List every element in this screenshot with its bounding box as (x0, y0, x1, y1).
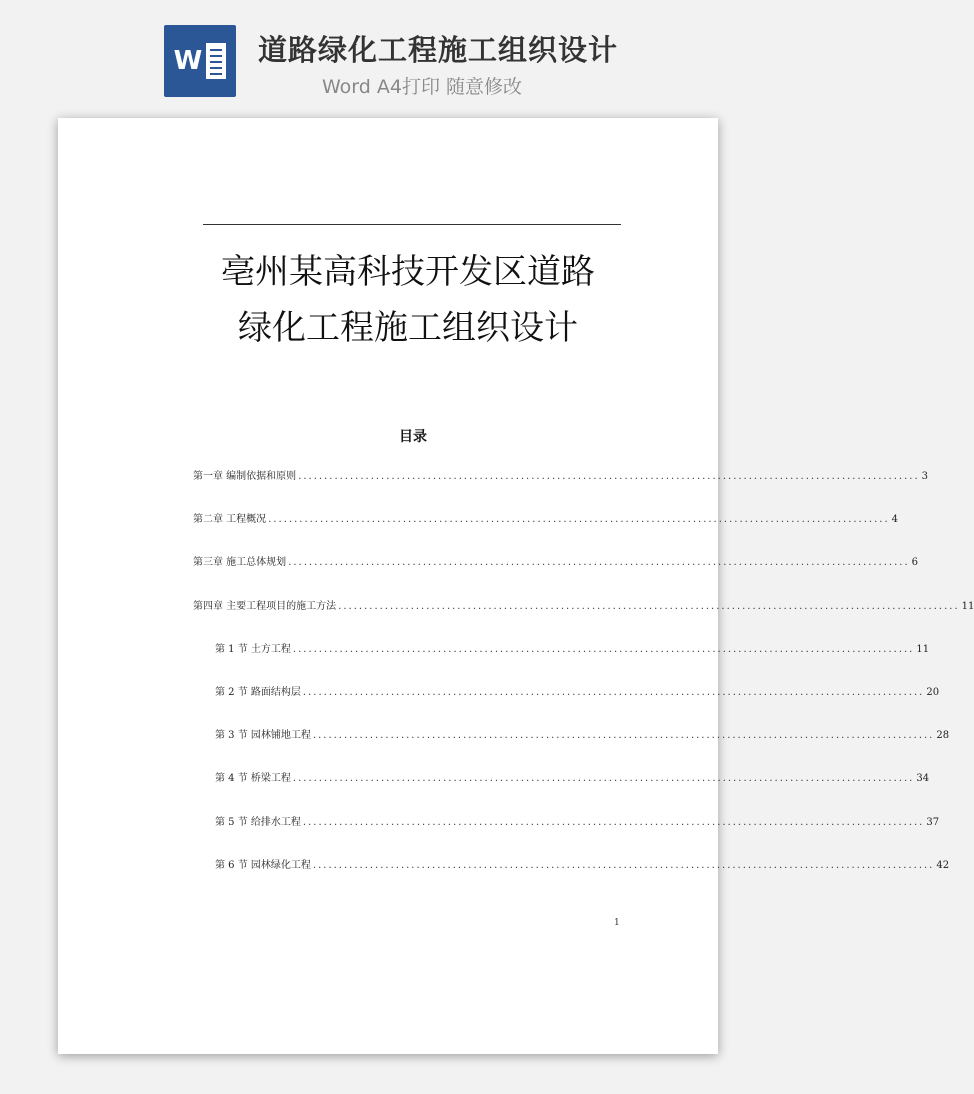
toc-entry[interactable] (193, 552, 919, 569)
toc-entry-label: 第 5 节 给排水工程 (215, 816, 301, 828)
toc-entry-label: 第 1 节 土方工程 (215, 643, 291, 655)
header-banner (0, 0, 774, 110)
toc-entry[interactable] (215, 855, 950, 871)
document-title (158, 244, 658, 356)
toc-entry[interactable] (193, 596, 974, 612)
toc-entry-page: 20 (926, 687, 940, 698)
toc-entry-page: 42 (936, 859, 950, 871)
toc-entry[interactable] (193, 466, 929, 482)
toc-leader-dots: ........................................................................................................................ (292, 643, 915, 655)
header-subtitle: Word A4打印 随意修改 (322, 76, 523, 98)
toc-entry-page: 4 (891, 514, 899, 526)
toc-entry-label: 第四章 主要工程项目的施工方法 (193, 600, 337, 612)
toc-leader-dots: ........................................................................................................................ (302, 687, 925, 698)
toc-entry[interactable] (215, 812, 940, 828)
toc-leader-dots: ........................................................................................................................ (298, 471, 920, 482)
toc-entry[interactable] (215, 682, 940, 698)
toc-entry-page: 28 (936, 730, 950, 742)
toc-leader-dots: ........................................................................................................................ (302, 816, 925, 828)
toc-leader-dots: ........................................................................................................................ (288, 557, 910, 569)
toc-leader-dots: ........................................................................................................................ (312, 730, 935, 742)
toc-entry-label: 第三章 施工总体规划 (193, 557, 287, 569)
toc-entry-label: 第 4 节 桥梁工程 (215, 773, 291, 785)
toc-entry-page: 11 (916, 643, 930, 655)
toc-entry-page: 11 (961, 600, 974, 612)
toc-entry-label: 第 2 节 路面结构层 (215, 687, 301, 698)
toc-entry[interactable] (215, 725, 950, 742)
toc-entry-label: 第二章 工程概况 (193, 514, 267, 526)
toc-leader-dots: ........................................................................................................................ (268, 514, 890, 526)
word-doc-icon (164, 25, 236, 97)
toc-entry-page: 34 (916, 773, 930, 785)
document-title-line1: 亳州某高科技开发区道路 (221, 252, 595, 292)
word-icon-letter: W (173, 46, 203, 76)
page-number: 1 (614, 918, 620, 928)
toc-leader-dots: ........................................................................................................................ (292, 773, 915, 785)
toc-entry-label: 第 6 节 园林绿化工程 (215, 859, 311, 871)
toc-entry[interactable] (215, 639, 930, 655)
header-title: 道路绿化工程施工组织设计 (258, 33, 619, 67)
toc-entry-page: 37 (926, 816, 940, 828)
toc-entry-page: 6 (911, 557, 919, 569)
document-title-line2: 绿化工程施工组织设计 (238, 308, 578, 348)
word-icon-lines (206, 43, 226, 79)
toc-entry-label: 第 3 节 园林铺地工程 (215, 730, 311, 742)
toc-entry[interactable] (215, 768, 930, 785)
toc-heading: 目录 (399, 429, 427, 445)
toc-leader-dots: ........................................................................................................................ (338, 600, 960, 612)
toc-leader-dots: ........................................................................................................................ (312, 859, 935, 871)
document-page (58, 118, 974, 1054)
toc-entry-page: 3 (921, 471, 929, 482)
toc-entry-label: 第一章 编制依据和原则 (193, 471, 297, 482)
title-rule (203, 224, 621, 225)
toc-entry[interactable] (193, 509, 899, 526)
